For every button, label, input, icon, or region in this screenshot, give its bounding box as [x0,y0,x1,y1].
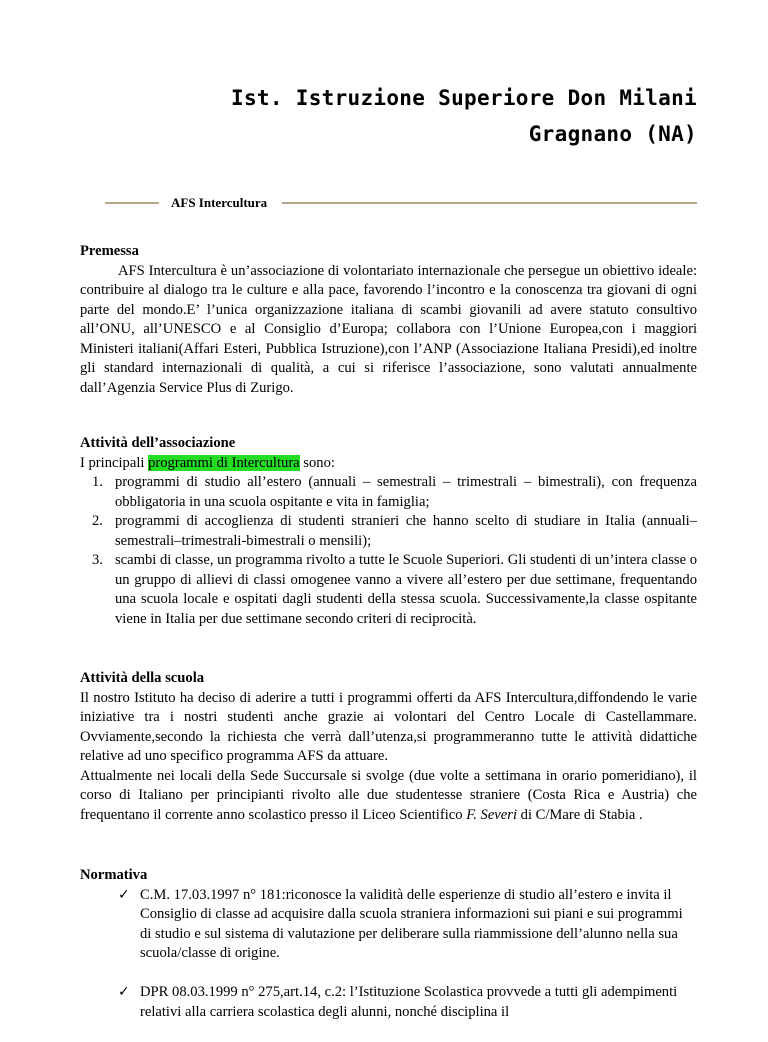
premessa-heading: Premessa [80,243,139,259]
attivita-associazione-section [80,434,697,629]
highlighted-text: programmi di Intercultura [148,454,300,471]
list-item-text: DPR 08.03.1999 n° 275,art.14, c.2: l’Istituzione Scolastica provvede a tutti gli adempimenti relativi alla carriera scolastica degli alunni, nonché disciplina il [140,984,678,1020]
normativa-section [80,866,697,1022]
list-item [92,512,697,551]
attivita-associazione-heading: Attività dell’associazione [80,435,236,451]
list-item-text: scambi di classe, un programma rivolto a tutte le Scuole Superiori. Gli studenti di un’intera classe o un gruppo di allievi di classi omogenee vanno a vivere all’estero per due settimane, frequentando una scuola locale e ospitati dagli studenti della stessa scuola. Successivamente,la classe ospitante viene in Italia per due settimane secondo criteri di reciprocità. [115,552,697,627]
programs-intro-after: sono: [299,454,335,471]
list-number: 1. [92,474,103,490]
scuola-paragraph-2 [80,767,697,826]
divider-rule-left [105,202,159,204]
premessa-paragraph: AFS Intercultura è un’associazione di volontariato internazionale che persegue un obiettivo ideale: contribuire al dialogo tra le culture e alla pace, favorendo l’incontro e la conoscenza tra giovani di ogni parte del mondo.E’ l’unica organizzazione italiana di scambi giovanili ad avere statuto consultivo all’ONU, all’UNESCO e al Consiglio d’Europa; collabora con l’Unione Europea,con i maggiori Ministeri italiani(Affari Esteri, Pubblica Istruzione),con l’ANP (Associazione Italiana Presidi),ed inoltre gli standard internazionali di qualità, a cui si riferisce l’associazione, sono valutati annualmente dall’Agenzia Service Plus di Zurigo. [80,262,697,396]
checkmark-icon: ✓ [118,886,130,903]
normativa-list [80,886,697,1023]
list-item [92,551,697,629]
list-item [118,983,697,1022]
attivita-scuola-section [80,669,697,825]
programs-intro [80,454,697,474]
scuola-paragraph-2-before: Attualmente nei locali della Sede Succursale si svolge (due volte a settimana in orario pomeridiano), il corso di Italiano per principianti rivolto alle due studentesse straniere (Costa Rica e Austria) che frequentano il corrente anno scolastico presso il Liceo Scientifico [80,767,697,823]
section-divider [80,194,697,212]
scuola-paragraph-1: Il nostro Istituto ha deciso di aderire a tutti i programmi offerti da AFS Intercultura,diffondendo le varie iniziative tra i nostri studenti anche grazie ai volontari del Centro Locale di Castellammare. Ovviamente,secondo la richiesta che verrà dall’utenza,si programmeranno tutte le attività didattiche relative ad uno specifico programma AFS da attuare. [80,689,697,764]
list-item [92,473,697,512]
checkmark-icon: ✓ [118,984,130,1000]
list-number: 3. [92,552,103,568]
school-header [80,80,697,152]
premessa-section [80,242,697,398]
divider-rule-right [282,202,697,204]
list-item [118,886,697,964]
attivita-scuola-heading: Attività della scuola [80,670,205,686]
list-number: 2. [92,513,103,529]
list-item-text: C.M. 17.03.1997 n° 181:riconosce la validità delle esperienze di studio all’estero e invita il Consiglio di classe ad acquisire dalla scuola straniera informazioni sui piani e sui programmi di studio e sul sistema di valutazione per deliberare sulla riammissione dell’alunno nella sua scuola/classe di origine. [140,886,683,961]
scuola-paragraph-2-after: di C/Mare di Stabia . [517,806,643,823]
programs-intro-before: I principali [80,454,149,471]
document-page [80,0,697,1042]
school-name-italic: F. Severi [466,806,517,823]
school-name: Ist. Istruzione Superiore Don Milani [231,86,697,110]
list-item-text: programmi di accoglienza di studenti stranieri che hanno scelto di studiare in Italia (annuali–semestrali–trimestrali-bimestrali o mensili); [115,513,697,549]
section-label: AFS Intercultura [171,195,268,210]
programs-list [80,473,697,629]
list-item-text: programmi di studio all’estero (annuali – semestrali – trimestrali – bimestrali), con frequenza obbligatoria in una scuola ospitante e vita in famiglia; [115,474,697,510]
normativa-heading: Normativa [80,867,148,883]
school-location: Gragnano (NA) [528,122,697,146]
